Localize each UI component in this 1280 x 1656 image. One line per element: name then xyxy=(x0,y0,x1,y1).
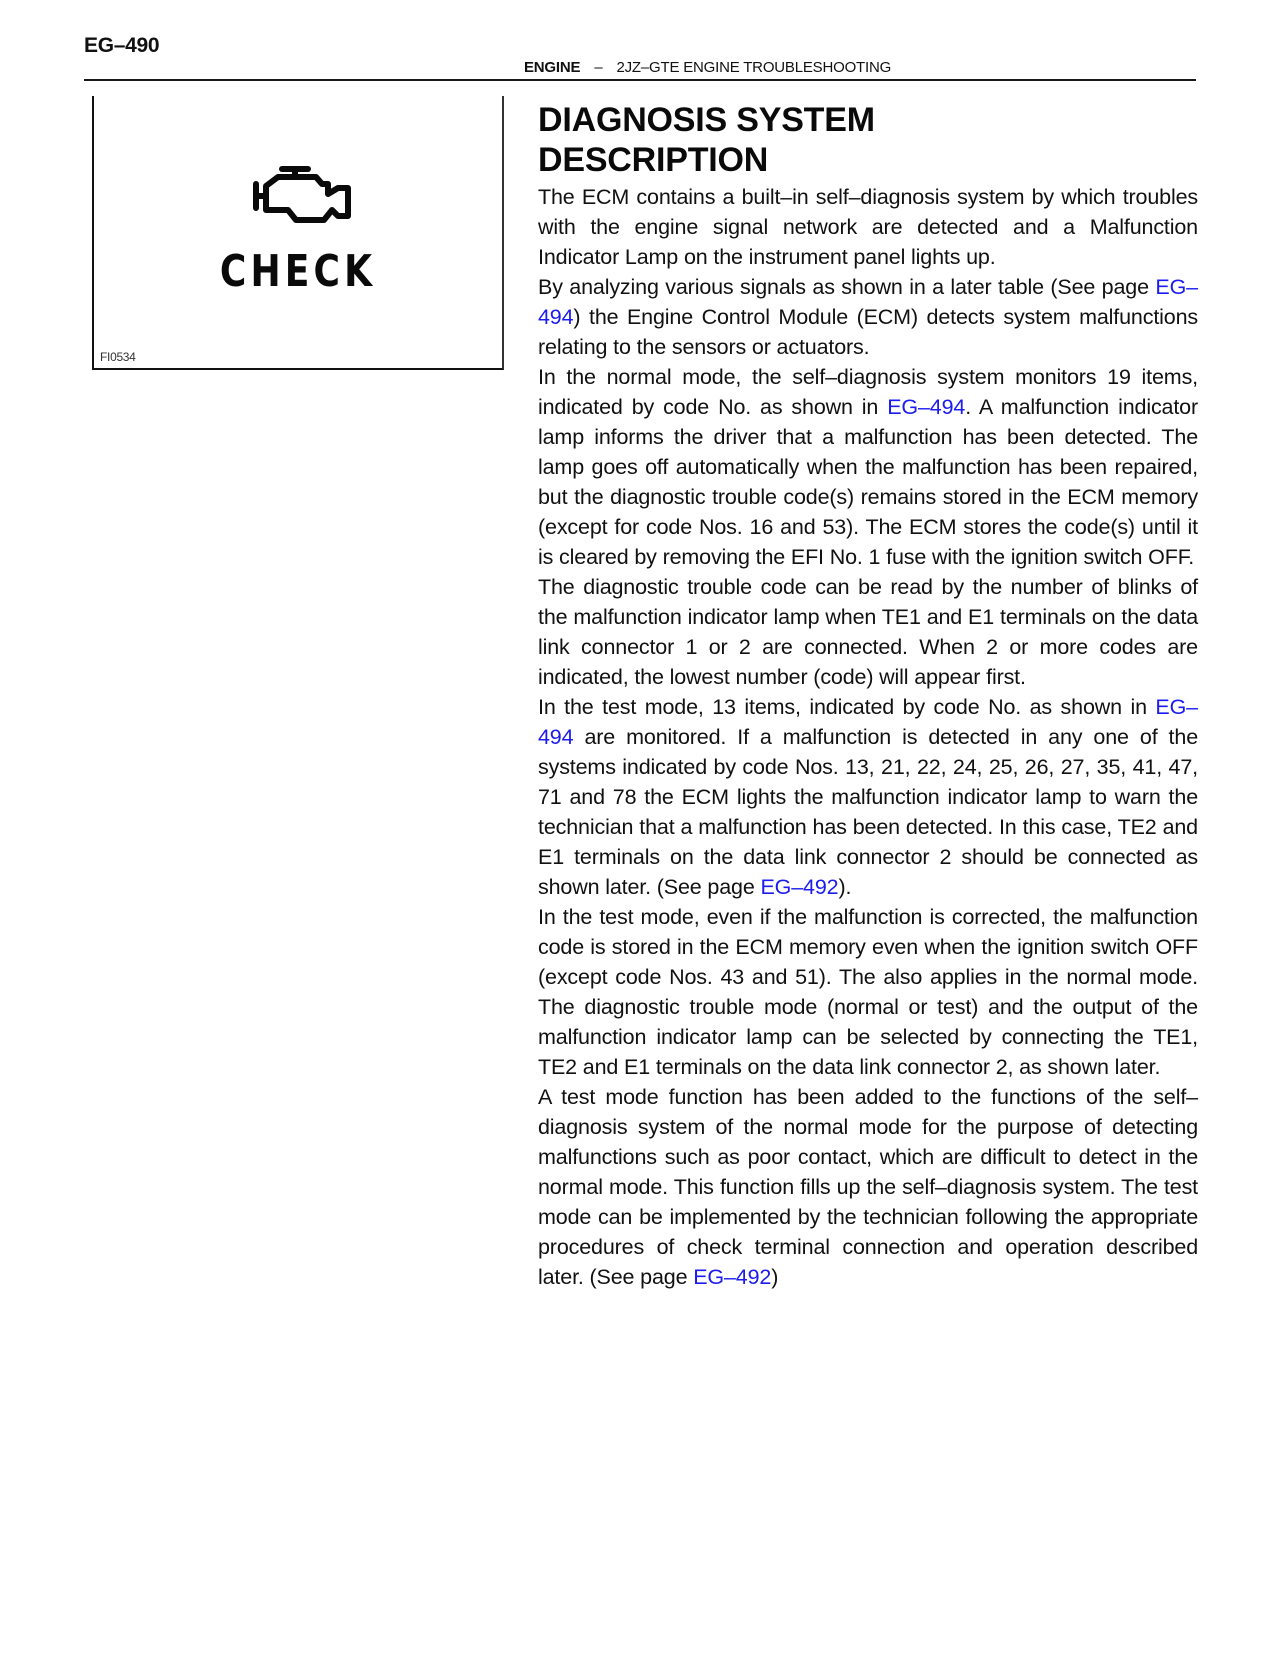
paragraph-text: In the test mode, 13 items, indicated by code No. as shown in xyxy=(538,695,1156,719)
paragraph-text: A test mode function has been added to the functions of the self–diagnosis system of the normal mode for the purpose of detecting malfunctions such as poor contact, which are difficult to detect in the normal mode. This function fills up the self–diagnosis system. The test mode can be implemented by the technician following the appropriate procedures of check terminal connection and operation described later. (See page xyxy=(538,1085,1198,1289)
body-paragraph xyxy=(538,902,1198,1082)
header-rule xyxy=(84,79,1196,81)
page-reference-link[interactable]: EG–494 xyxy=(887,395,966,419)
body-paragraph xyxy=(538,362,1198,572)
paragraph-text: are monitored. If a malfunction is detected in any one of the systems indicated by code Nos. 13, 21, 22, 24, 25, 26, 27, 35, 41, 47, 71 and 78 the ECM lights the malfunction indicator lamp to warn the technician that a malfunction has been detected. In this case, TE2 and E1 terminals on the data link connector 2 should be connected as shown later. (See page xyxy=(538,725,1198,899)
figure-id: FI0534 xyxy=(100,350,136,364)
body-paragraph xyxy=(538,692,1198,902)
body-text xyxy=(538,182,1198,1292)
page-reference-link[interactable]: EG–492 xyxy=(760,875,839,899)
section-title: DIAGNOSIS SYSTEM DESCRIPTION xyxy=(538,101,875,179)
main-content xyxy=(538,100,1198,1292)
paragraph-text: ) xyxy=(771,1265,779,1289)
header-separator: – xyxy=(594,59,603,76)
figure-check-engine xyxy=(92,96,504,370)
paragraph-text: ) the Engine Control Module (ECM) detects system malfunctions relating to the sensors or actuators. xyxy=(538,305,1198,359)
page-reference-link[interactable]: EG–492 xyxy=(693,1265,772,1289)
paragraph-text: . A malfunction indicator lamp informs the driver that a malfunction has been detected. The lamp goes off automatically when the malfunction has been repaired, but the diagnostic trouble code(s) remains stored in the ECM memory (except for code Nos. 16 and 53). The ECM stores the code(s) until it is cleared by removing the EFI No. 1 fuse with the ignition switch OFF. xyxy=(538,395,1198,569)
paragraph-text: In the test mode, even if the malfunction is corrected, the malfunction code is stored in the ECM memory even when the ignition switch OFF (except code Nos. 43 and 51). The also applies in the normal mode. The diagnostic trouble mode (normal or test) and the output of the malfunction indicator lamp can be selected by connecting the TE1, TE2 and E1 terminals on the data link connector 2, as shown later. xyxy=(538,905,1198,1079)
running-header xyxy=(524,59,891,76)
engine-check-icon xyxy=(252,164,356,230)
body-paragraph xyxy=(538,572,1198,692)
body-paragraph xyxy=(538,272,1198,362)
header-section: ENGINE xyxy=(524,59,581,76)
paragraph-text: By analyzing various signals as shown in a later table (See page xyxy=(538,275,1156,299)
page-reference-link[interactable]: EG–494 xyxy=(538,275,1198,329)
check-label: CHECK xyxy=(219,246,377,297)
paragraph-text: ). xyxy=(838,875,852,899)
paragraph-text: The ECM contains a built–in self–diagnosis system by which troubles with the engine signal network are detected and a Malfunction Indicator Lamp on the instrument panel lights up. xyxy=(538,185,1198,269)
body-paragraph xyxy=(538,182,1198,272)
paragraph-text: In the normal mode, the self–diagnosis system monitors 19 items, indicated by code No. as shown in xyxy=(538,365,1198,419)
page-number: EG–490 xyxy=(84,34,160,57)
paragraph-text: The diagnostic trouble code can be read by the number of blinks of the malfunction indicator lamp when TE1 and E1 terminals on the data link connector 1 or 2 are connected. When 2 or more codes are indicated, the lowest number (code) will appear first. xyxy=(538,575,1198,689)
header-subsection: 2JZ–GTE ENGINE TROUBLESHOOTING xyxy=(616,59,892,76)
page-reference-link[interactable]: EG–494 xyxy=(538,695,1198,749)
body-paragraph xyxy=(538,1082,1198,1292)
